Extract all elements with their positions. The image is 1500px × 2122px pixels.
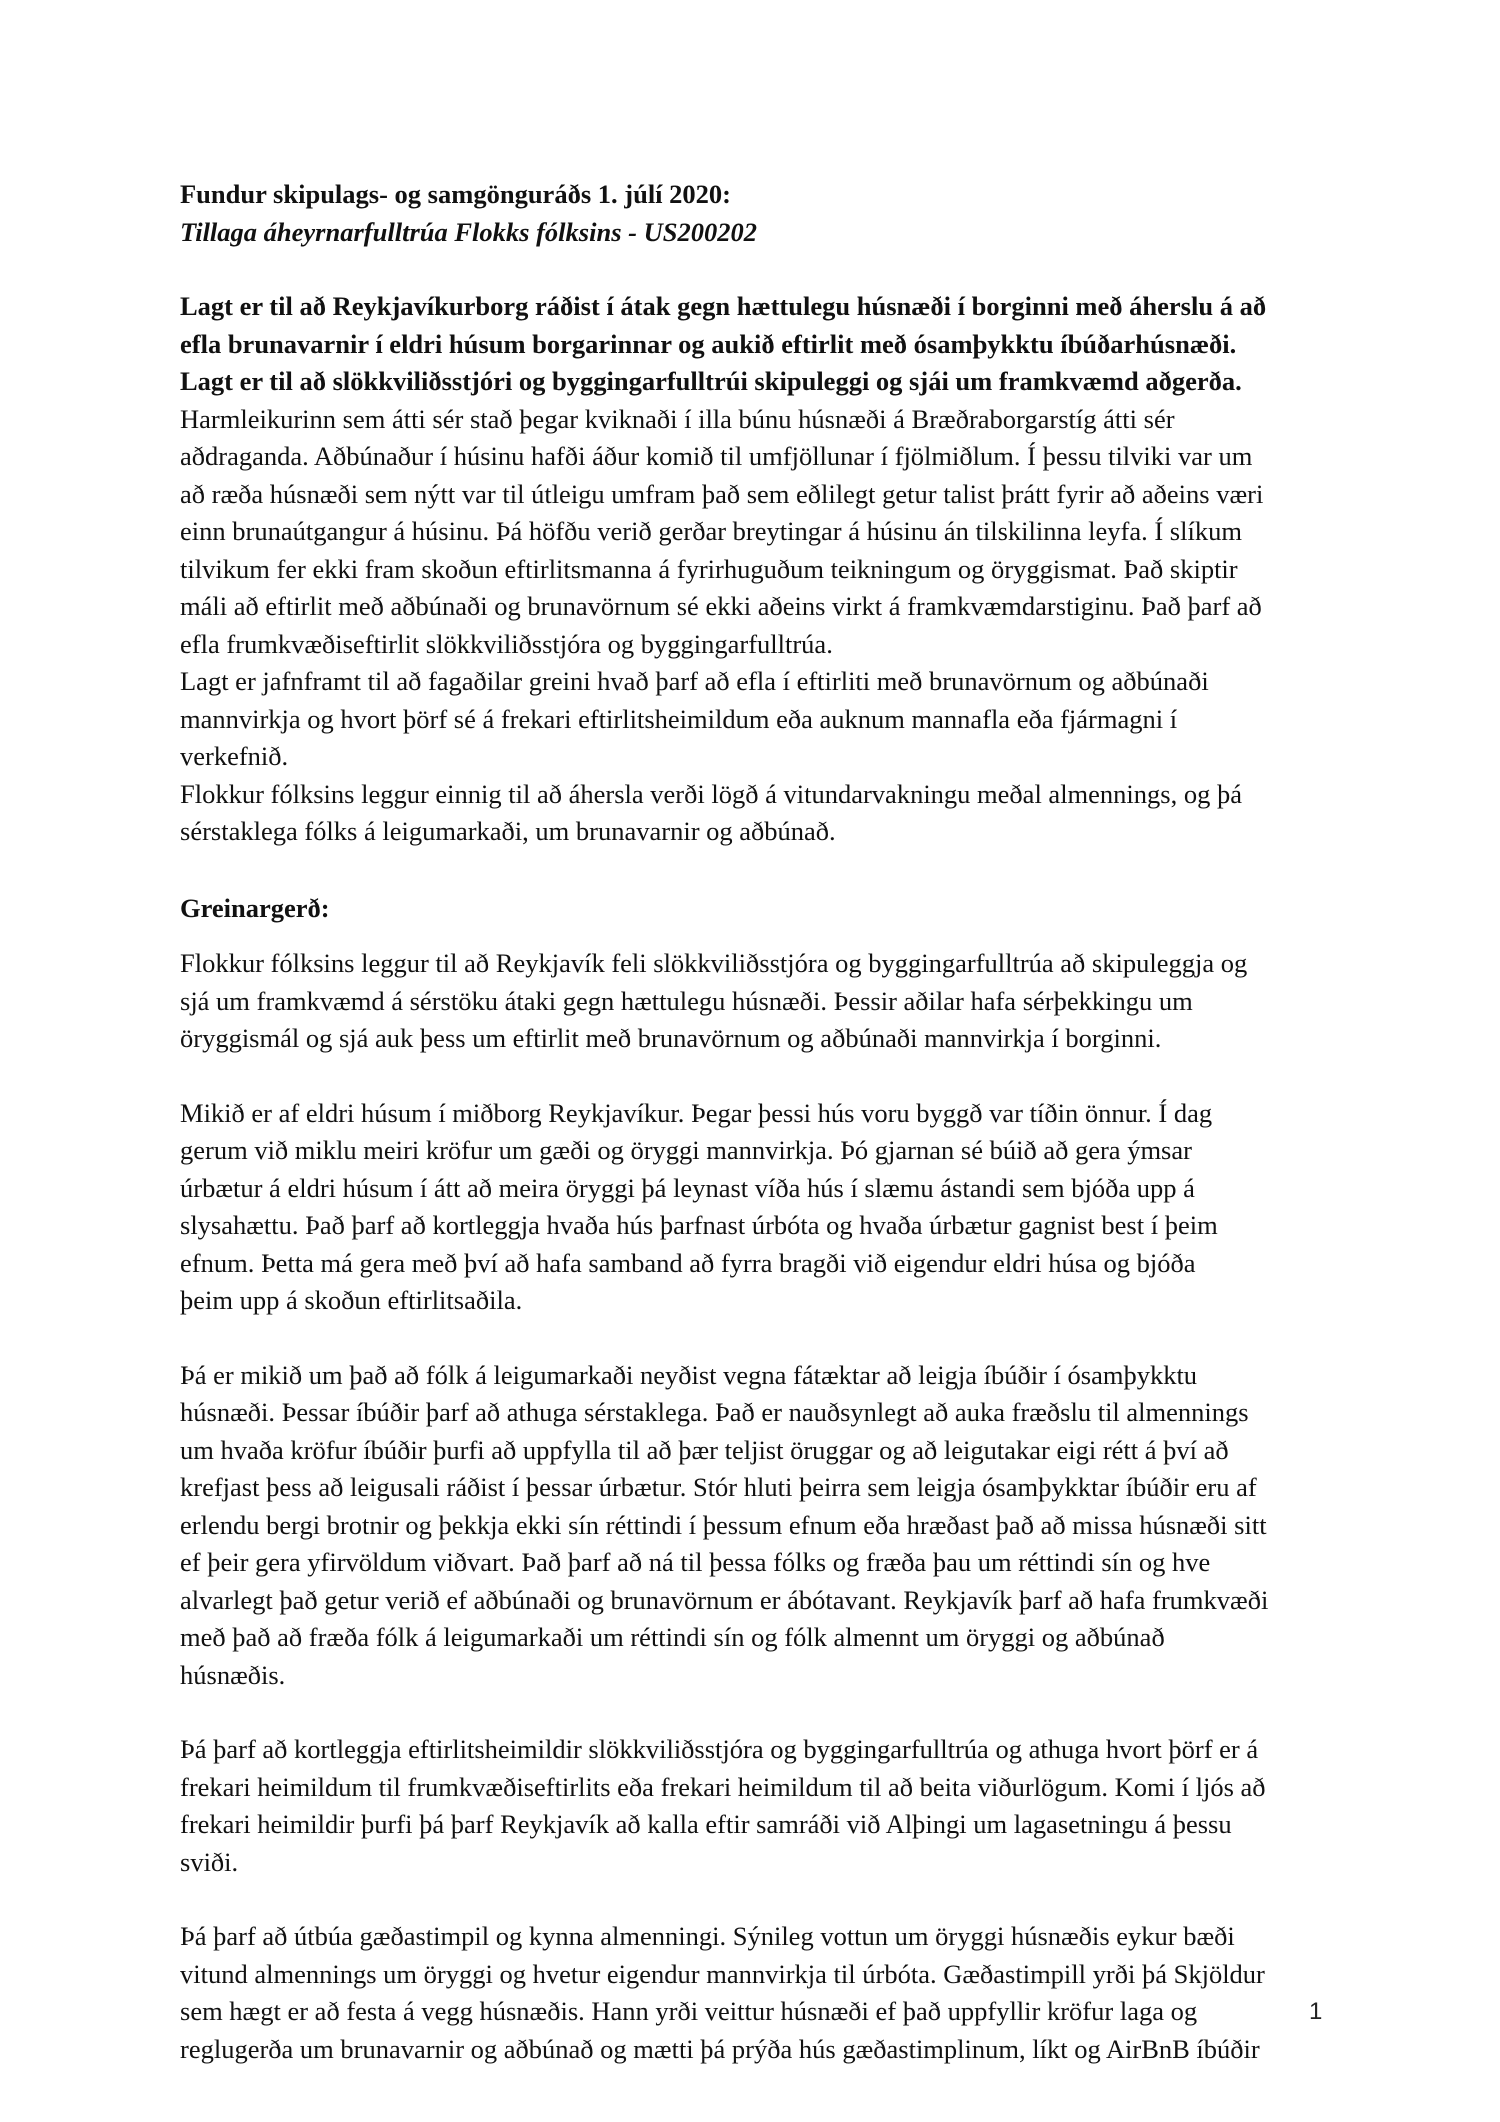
- text-line: úrbætur á eldri húsum í átt að meira öryggi þá leynast víða hús í slæmu ástandi sem bjóða upp á: [180, 1172, 1195, 1203]
- text-line: frekari heimildir þurfi þá þarf Reykjavík að kalla eftir samráði við Alþingi um lagasetningu á þessu: [180, 1809, 1232, 1839]
- text-line: einn brunaútgangur á húsinu. Þá höfðu verið gerðar breytingar á húsinu án tilskilinna leyfa. Í slíkum: [180, 516, 1242, 546]
- text-line: Þá þarf að kortleggja eftirlitsheimildir slökkviliðsstjóra og byggingarfulltrúa og athuga hvort þörf er á: [180, 1734, 1259, 1764]
- text-line: aðdraganda. Aðbúnaður í húsinu hafði áður komið til umfjöllunar í fjölmiðlum. Í þessu tilviki var um: [180, 441, 1253, 471]
- rationale-paragraph-4: [180, 1731, 1340, 1881]
- rationale-paragraph-1: [180, 945, 1340, 1058]
- text-line: slysahættu. Það þarf að kortleggja hvaða hús þarfnast úrbóta og hvaða úrbætur gagnist best í þeim: [180, 1210, 1218, 1240]
- text-line: verkefnið.: [180, 741, 289, 771]
- proposal-subtitle: Tillaga áheyrnarfulltrúa Flokks fólksins - US200202: [180, 216, 757, 247]
- text-line: gerum við miklu meiri kröfur um gæði og öryggi mannvirkja. Þó gjarnan sé búið að gera ýmsar: [180, 1135, 1192, 1165]
- text-line: Lagt er jafnframt til að fagaðilar greini hvað þarf að efla í eftirliti með brunavörnum og aðbúnaði: [180, 666, 1209, 696]
- proposal-paragraph-2: [180, 663, 1340, 776]
- proposal-line: efla brunavarnir í eldri húsum borgarinnar og aukið eftirlit með ósamþykktu íbúðarhúsnæði.: [180, 328, 1237, 359]
- text-line: tilvikum fer ekki fram skoðun eftirlitsmanna á fyrirhuguðum teikningum og öryggismat. Það skiptir: [180, 553, 1238, 584]
- text-line: sjá um framkvæmd á sérstöku átaki gegn hættulegu húsnæði. Þessir aðilar hafa sérþekkingu um: [180, 985, 1193, 1016]
- text-line: sem hægt er að festa á vegg húsnæðis. Hann yrði veittur húsnæði ef það uppfyllir kröfur laga og: [180, 1996, 1198, 2026]
- page-number: 1: [1309, 1998, 1323, 2025]
- text-line: húsnæðis.: [180, 1659, 286, 1690]
- text-line: húsnæði. Þessar íbúðir þarf að athuga sérstaklega. Það er nauðsynlegt að auka fræðslu til almennings: [180, 1397, 1249, 1427]
- text-line: efla frumkvæðiseftirlit slökkviliðsstjóra og byggingarfulltrúa.: [180, 628, 833, 659]
- text-line: frekari heimildum til frumkvæðiseftirlits eða frekari heimildum til að beita viðurlögum. Komi í ljós að: [180, 1771, 1266, 1802]
- text-line: Flokkur fólksins leggur einnig til að áhersla verði lögð á vitundarvakningu meðal almennings, og þá: [180, 778, 1242, 809]
- text-line: mannvirkja og hvort þörf sé á frekari eftirlitsheimildum eða auknum mannafla eða fjármagni í: [180, 703, 1178, 734]
- text-line: reglugerða um brunavarnir og aðbúnað og mætti þá prýða hús gæðastimplinum, líkt og AirBnB íbúðir: [180, 2033, 1260, 2064]
- text-line: Flokkur fólksins leggur til að Reykjavík feli slökkviliðsstjóra og byggingarfulltrúa að skipuleggja og: [180, 948, 1248, 978]
- text-line: erlendu bergi brotnir og þekkja ekki sín réttindi í þessum efnum eða hræðast það að missa húsnæði sitt: [180, 1509, 1267, 1540]
- proposal-summary: [180, 288, 1340, 401]
- proposal-paragraph-1: [180, 401, 1340, 664]
- meeting-title: Fundur skipulags- og samgönguráðs 1. júlí 2020:: [180, 179, 731, 209]
- text-line: máli að eftirlit með aðbúnaði og brunavörnum sé ekki aðeins virkt á framkvæmdarstiginu. Það þarf að: [180, 591, 1262, 621]
- text-line: þeim upp á skoðun eftirlitsaðila.: [180, 1285, 523, 1315]
- text-line: Harmleikurinn sem átti sér stað þegar kviknaði í illa búnu húsnæði á Bræðraborgarstíg átti sér: [180, 403, 1175, 434]
- text-line: Þá er mikið um það að fólk á leigumarkaði neyðist vegna fátæktar að leigja íbúðir í ósamþykktu: [180, 1359, 1198, 1390]
- rationale-paragraph-5: [180, 1918, 1340, 2068]
- section-heading: Greinargerð:: [180, 892, 330, 923]
- text-line: með það að fræða fólk á leigumarkaði um réttindi sín og fólk almennt um öryggi og aðbúnað: [180, 1622, 1165, 1652]
- proposal-line: Lagt er til að slökkviliðsstjóri og byggingarfulltrúi skipuleggi og sjái um framkvæmd aðgerða.: [180, 366, 1242, 396]
- text-line: að ræða húsnæði sem nýtt var til útleigu umfram það sem eðlilegt getur talist þrátt fyrir að aðeins væri: [180, 478, 1264, 509]
- text-line: sviði.: [180, 1846, 239, 1877]
- rationale-paragraph-3: [180, 1357, 1340, 1695]
- text-line: sérstaklega fólks á leigumarkaði, um brunavarnir og aðbúnað.: [180, 816, 836, 846]
- text-line: krefjast þess að leigusali ráðist í þessar úrbætur. Stór hluti þeirra sem leigja ósamþykktar íbúðir eru af: [180, 1472, 1257, 1502]
- text-line: efnum. Þetta má gera með því að hafa samband að fyrra bragði við eigendur eldri húsa og bjóða: [180, 1247, 1196, 1278]
- proposal-line: Lagt er til að Reykjavíkurborg ráðist í átak gegn hættulegu húsnæði í borginni með áherslu á að: [180, 291, 1267, 321]
- document-body: [180, 176, 1340, 2068]
- text-line: Þá þarf að útbúa gæðastimpil og kynna almenningi. Sýnileg vottun um öryggi húsnæðis eykur bæði: [180, 1921, 1235, 1951]
- text-line: öryggismál og sjá auk þess um eftirlit með brunavörnum og aðbúnaði mannvirkja í borginni.: [180, 1023, 1162, 1053]
- text-line: ef þeir gera yfirvöldum viðvart. Það þarf að ná til þessa fólks og fræða þau um réttindi sín og hve: [180, 1547, 1211, 1577]
- rationale-paragraph-2: [180, 1095, 1340, 1320]
- text-line: Mikið er af eldri húsum í miðborg Reykjavíkur. Þegar þessi hús voru byggð var tíðin önnur. Í dag: [180, 1097, 1213, 1128]
- text-line: vitund almennings um öryggi og hvetur eigendur mannvirkja til úrbóta. Gæðastimpill yrði þá Skjöldur: [180, 1958, 1265, 1989]
- proposal-paragraph-3: [180, 776, 1340, 851]
- text-line: um hvaða kröfur íbúðir þurfi að uppfylla til að þær teljist öruggar og að leigutakar eigi rétt á því að: [180, 1434, 1229, 1465]
- text-line: alvarlegt það getur verið ef aðbúnaði og brunavörnum er ábótavant. Reykjavík þarf að hafa frumkvæði: [180, 1584, 1269, 1615]
